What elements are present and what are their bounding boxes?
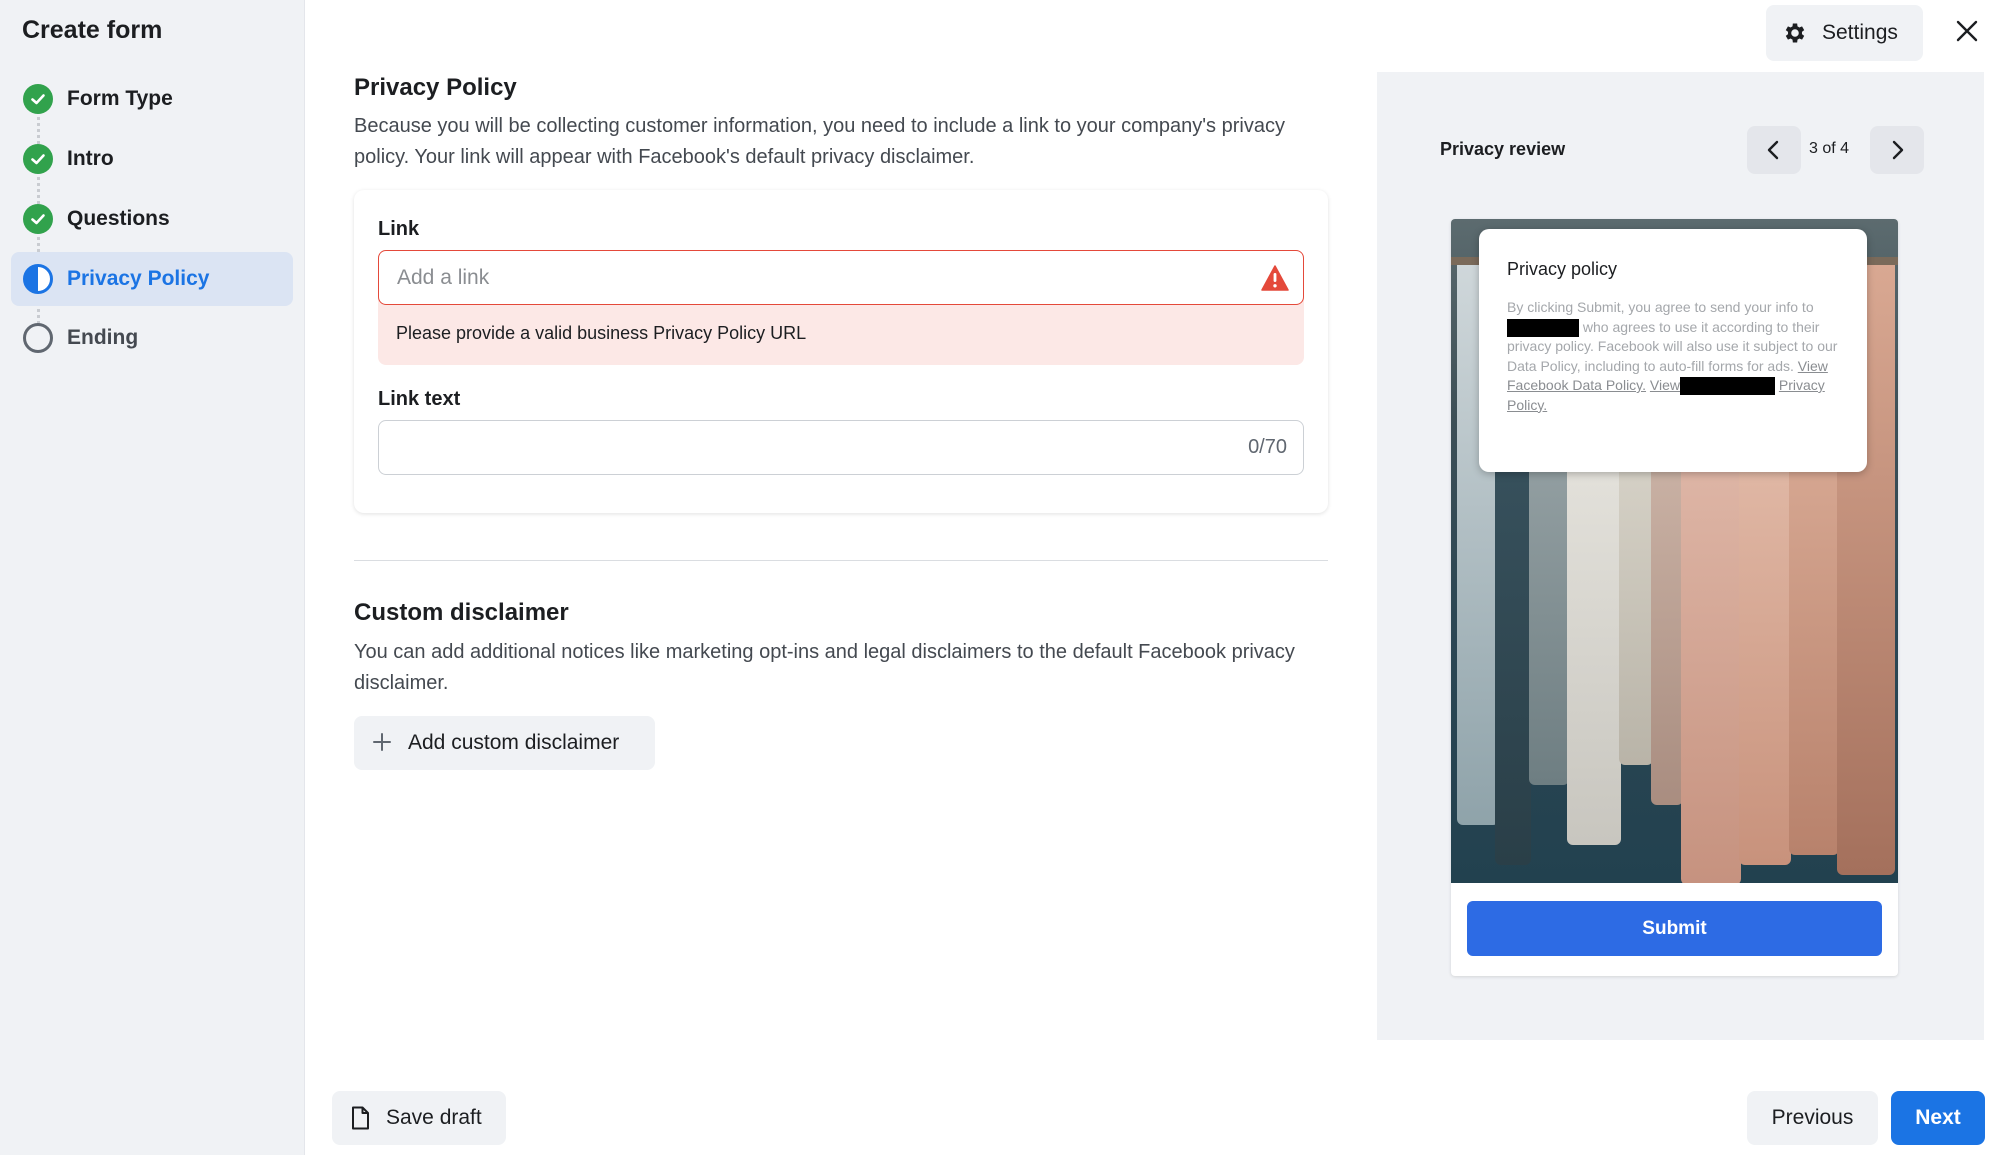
previous-button[interactable]: Previous — [1747, 1091, 1878, 1145]
privacy-policy-preview-card — [1479, 229, 1867, 472]
add-custom-disclaimer-button[interactable] — [354, 716, 655, 770]
check-circle-icon — [23, 204, 53, 234]
warning-icon — [1261, 265, 1289, 291]
preview-card-body — [1507, 298, 1841, 415]
link-input-placeholder: Add a link — [397, 265, 490, 289]
privacy-policy-title: Privacy Policy — [354, 74, 517, 101]
link-label: Link — [378, 218, 420, 240]
chevron-right-icon — [1888, 140, 1906, 160]
link-text-input[interactable] — [378, 420, 1304, 475]
empty-circle-icon — [23, 323, 53, 353]
next-button[interactable]: Next — [1891, 1091, 1985, 1145]
link-text-label: Link text — [378, 388, 461, 410]
chevron-left-icon — [1765, 140, 1783, 160]
step-label: Intro — [67, 147, 114, 170]
custom-disclaimer-description: You can add additional notices like marketing opt-ins and legal disclaimers to the default Facebook privacy disclaimer. — [354, 641, 1295, 694]
facebook-data-policy-link[interactable]: View Facebook Data Policy. — [1507, 357, 1828, 393]
gear-icon — [1782, 20, 1808, 46]
step-label: Ending — [67, 326, 139, 349]
privacy-policy-description: Because you will be collecting customer information, you need to include a link to your company's privacy policy. Your link will appear with Facebook's default privacy disclaimer. — [354, 115, 1285, 168]
business-privacy-policy-link-prefix[interactable]: View — [1649, 377, 1681, 393]
preview-page-indicator: 3 of 4 — [1809, 140, 1850, 157]
sidebar-title: Create form — [22, 16, 163, 44]
close-icon[interactable] — [1950, 14, 1984, 48]
step-ending[interactable] — [11, 311, 293, 365]
form-steps-sidebar — [0, 0, 305, 1155]
preview-disclaimer-text-2: who agrees to use it according to their privacy policy. Facebook will also use it subject to our Data Policy, including to auto-fill forms for ads. — [1507, 318, 1838, 374]
settings-label: Settings — [1822, 21, 1898, 44]
privacy-link-card — [354, 190, 1328, 513]
redacted-business-name — [1507, 319, 1579, 337]
step-form-type[interactable] — [11, 72, 293, 126]
preview-panel — [1377, 72, 1984, 1040]
plus-icon — [372, 729, 394, 757]
character-counter: 0/70 — [1248, 436, 1287, 458]
custom-disclaimer-title: Custom disclaimer — [354, 599, 569, 626]
check-circle-icon — [23, 84, 53, 114]
preview-card-title: Privacy policy — [1507, 259, 1618, 279]
step-label: Form Type — [67, 87, 173, 110]
save-draft-button[interactable] — [332, 1091, 506, 1145]
check-circle-icon — [23, 144, 53, 174]
preview-submit-button[interactable]: Submit — [1467, 901, 1882, 956]
save-draft-label: Save draft — [386, 1106, 482, 1129]
step-label: Questions — [67, 207, 170, 230]
document-icon — [350, 1106, 370, 1130]
redacted-business-name-2 — [1680, 377, 1775, 395]
preview-disclaimer-text: By clicking Submit, you agree to send your info to — [1507, 299, 1814, 315]
preview-previous-button[interactable] — [1747, 126, 1801, 174]
business-privacy-policy-link[interactable]: Privacy Policy. — [1507, 377, 1825, 413]
phone-preview — [1451, 219, 1898, 976]
clothing-rack-background-image — [1451, 219, 1898, 883]
section-divider — [354, 560, 1328, 561]
add-custom-disclaimer-label: Add custom disclaimer — [408, 731, 620, 754]
preview-next-button[interactable] — [1870, 126, 1924, 174]
step-questions[interactable] — [11, 192, 293, 246]
settings-button[interactable] — [1766, 5, 1923, 61]
preview-title: Privacy review — [1440, 139, 1566, 159]
step-label: Privacy Policy — [67, 267, 210, 290]
link-input[interactable] — [378, 250, 1304, 305]
step-privacy-policy[interactable] — [11, 252, 293, 306]
link-error-message: Please provide a valid business Privacy Policy URL — [396, 323, 807, 343]
step-intro[interactable] — [11, 132, 293, 186]
half-circle-icon — [23, 264, 53, 294]
link-field-error-wrapper — [378, 250, 1304, 365]
